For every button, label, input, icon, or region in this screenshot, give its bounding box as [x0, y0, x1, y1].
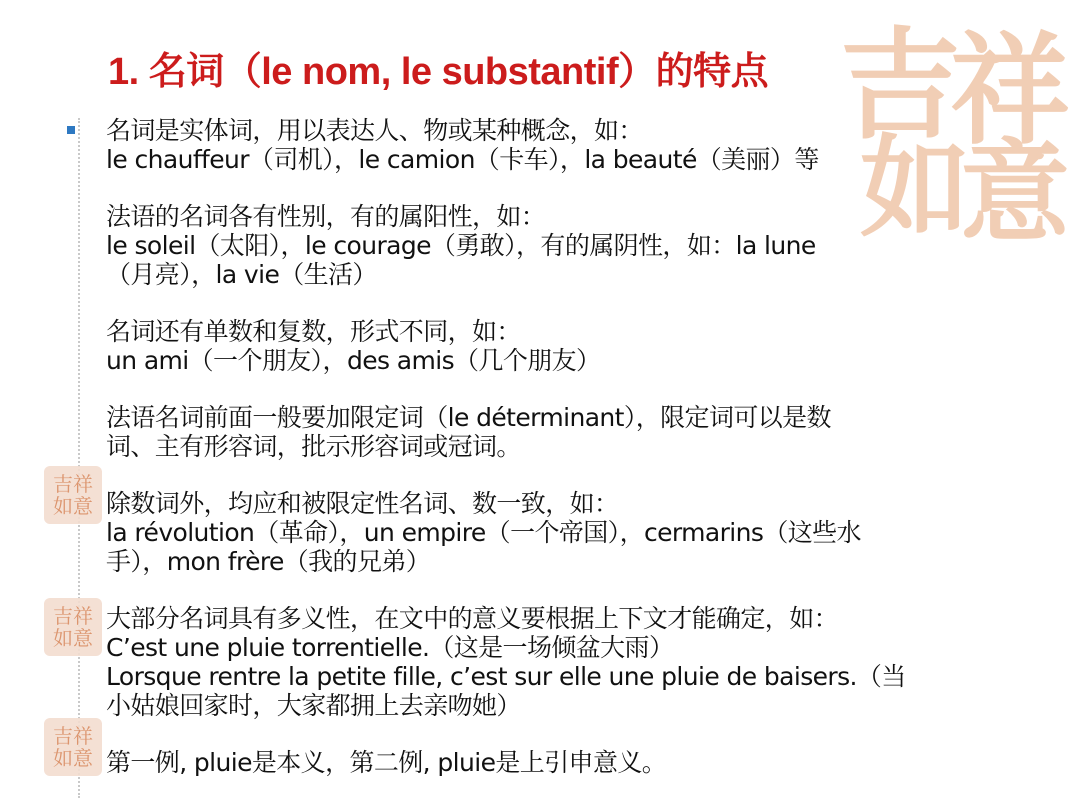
paragraph-2 — [106, 202, 1026, 289]
text-line: 大部分名词具有多义性，在文中的意义要根据上下文才能确定，如： — [106, 604, 839, 633]
text-line: 名词是实体词，用以表达人、物或某种概念，如： — [106, 116, 643, 145]
seal-char-2: 祥 — [950, 20, 1070, 161]
bullet-square-icon — [67, 126, 75, 134]
paragraph-5 — [106, 489, 1026, 576]
text-line: 第一例, pluie是本义，第二例, pluie是上引申意义。 — [106, 748, 667, 777]
paragraph-3 — [106, 317, 1026, 375]
text-line: 法语的名词各有性别，有的属阳性，如： — [106, 202, 546, 231]
paragraph-4 — [106, 403, 1026, 461]
text-line: 小姑娘回家时，大家都拥上去亲吻她） — [106, 691, 521, 720]
small-seal-1: 吉祥如意 — [44, 466, 102, 524]
text-line: Lorsque rentre la petite fille, c’est sur elle une pluie de baisers.（当 — [106, 662, 906, 691]
paragraph-1 — [106, 116, 1026, 174]
seal-char-1: 吉 — [840, 15, 960, 156]
text-line: 手），mon frère（我的兄弟） — [106, 547, 431, 576]
small-seal-2: 吉祥如意 — [44, 598, 102, 656]
slide-title: 1. 名词（le nom, le substantif）的特点 — [108, 51, 769, 93]
seal-char-4: 意 — [960, 128, 1070, 257]
text-line: le soleil（太阳），le courage（勇敢），有的属阴性，如：la lune — [106, 231, 816, 260]
text-line: （月亮），la vie（生活） — [106, 260, 377, 289]
small-seal-3: 吉祥如意 — [44, 718, 102, 776]
text-line: 名词还有单数和复数，形式不同，如： — [106, 317, 521, 346]
text-line: la révolution（革命），un empire（一个帝国），cermarins（这些水 — [106, 518, 861, 547]
left-dotted-rule — [78, 118, 80, 798]
text-line: 除数词外，均应和被限定性名词、数一致，如： — [106, 489, 619, 518]
seal-char-3: 如 — [860, 123, 970, 252]
text-line: C’est une pluie torrentielle.（这是一场倾盆大雨） — [106, 633, 674, 662]
slide-body — [106, 116, 1026, 805]
text-line: un ami（一个朋友），des amis（几个朋友） — [106, 346, 601, 375]
paragraph-6 — [106, 604, 1026, 720]
paragraph-7 — [106, 748, 1026, 777]
text-line: 词、主有形容词，批示形容词或冠词。 — [106, 432, 521, 461]
text-line: 法语名词前面一般要加限定词（le déterminant），限定词可以是数 — [106, 403, 831, 432]
text-line: le chauffeur（司机），le camion（卡车），la beauté（美丽）等 — [106, 145, 819, 174]
